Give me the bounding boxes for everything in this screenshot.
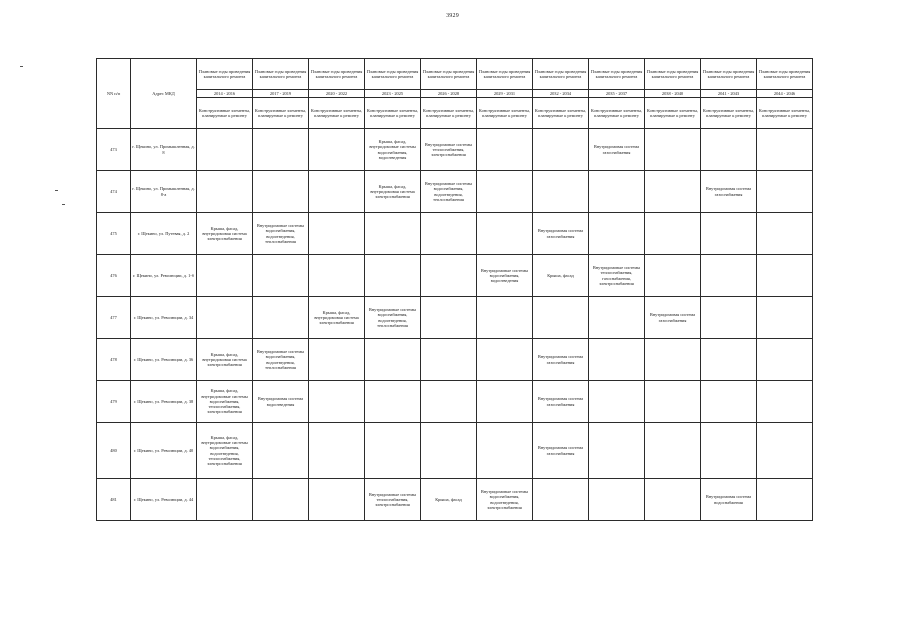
row-number: 475 (97, 213, 131, 255)
element-header: Конструктивные элементы, планируемые к ремонту (365, 98, 421, 129)
row-number: 480 (97, 423, 131, 479)
repair-cell (253, 171, 309, 213)
repair-cell (197, 171, 253, 213)
repair-cell (309, 423, 365, 479)
element-header: Конструктивные элементы, планируемые к ремонту (757, 98, 813, 129)
repair-cell (421, 423, 477, 479)
element-header-row (97, 98, 813, 129)
repair-cell: Внутридомовые системы теплоснабжения, электроснабжения (365, 479, 421, 521)
table-row (97, 297, 813, 339)
period-title-header: Плановые годы проведения капитального ремонта (757, 59, 813, 90)
repair-cell (757, 129, 813, 171)
repair-cell (253, 423, 309, 479)
repair-cell: Внутридомовая система водоснабжения (701, 479, 757, 521)
repair-cell: Внутридомовая система газоснабжения (533, 339, 589, 381)
row-address: г. Щекино, ул. Революции, д. 1-б (131, 255, 197, 297)
table-row (97, 171, 813, 213)
repair-cell (757, 423, 813, 479)
repair-cell (757, 297, 813, 339)
table-row (97, 423, 813, 479)
row-number: 474 (97, 171, 131, 213)
period-years: 2020 - 2022 (309, 90, 365, 98)
row-number: 473 (97, 129, 131, 171)
repair-cell (701, 339, 757, 381)
row-number: 479 (97, 381, 131, 423)
repair-cell (701, 381, 757, 423)
repair-cell (477, 381, 533, 423)
repair-cell (645, 479, 701, 521)
repair-cell: Крыша, фасад, внутридомовая система электроснабжения (365, 171, 421, 213)
period-title-header: Плановые годы проведения капитального ремонта (253, 59, 309, 90)
repair-cell: Крыша, фасад, внутридомовые системы водоснабжения, водоотведения (365, 129, 421, 171)
repair-cell (645, 171, 701, 213)
repair-cell: Крыша, фасад, внутридомовая система электроснабжения (197, 213, 253, 255)
row-address: г. Щекино, ул. Революции, д. 34 (131, 297, 197, 339)
repair-cell (645, 129, 701, 171)
repair-cell (645, 423, 701, 479)
repair-cell: Внутридомовая система газоснабжения (701, 171, 757, 213)
repair-cell: Внутридомовая система газоснабжения (533, 381, 589, 423)
period-years: 2035 - 2037 (589, 90, 645, 98)
row-address: г. Щекино, ул. Революции, д. 40 (131, 423, 197, 479)
repair-cell (477, 213, 533, 255)
repair-cell (757, 339, 813, 381)
header-row (97, 59, 813, 90)
period-years: 2017 - 2019 (253, 90, 309, 98)
row-number: 476 (97, 255, 131, 297)
repair-cell: Внутридомовые системы водоснабжения, водоотведения, электроснабжения (477, 479, 533, 521)
period-title-header: Плановые годы проведения капитального ремонта (701, 59, 757, 90)
repair-cell (589, 213, 645, 255)
repair-cell (645, 381, 701, 423)
repair-cell (309, 255, 365, 297)
period-years: 2041 - 2043 (701, 90, 757, 98)
period-title-header: Плановые годы проведения капитального ремонта (365, 59, 421, 90)
repair-cell (701, 255, 757, 297)
row-number: 478 (97, 339, 131, 381)
repair-cell (589, 339, 645, 381)
period-years: 2023 - 2025 (365, 90, 421, 98)
repair-cell (421, 255, 477, 297)
period-title-header: Плановые годы проведения капитального ремонта (533, 59, 589, 90)
repair-cell (365, 339, 421, 381)
repair-cell: Внутридомовые системы водоснабжения, водоотведения, теплоснабжения (421, 171, 477, 213)
repair-cell: Внутридомовые системы водоснабжения, водоотведения, теплоснабжения (365, 297, 421, 339)
repair-cell (589, 171, 645, 213)
repair-cell (421, 297, 477, 339)
repair-cell (757, 255, 813, 297)
element-header: Конструктивные элементы, планируемые к ремонту (701, 98, 757, 129)
repair-cell (309, 129, 365, 171)
repair-cell (477, 339, 533, 381)
repair-cell: Внутридомовые системы теплоснабжения, электроснабжения (421, 129, 477, 171)
repair-cell (477, 129, 533, 171)
scan-mark (55, 190, 58, 191)
repair-cell (477, 171, 533, 213)
period-title-header: Плановые годы проведения капитального ремонта (197, 59, 253, 90)
repair-cell: Крыша, фасад, внутридомовые системы водоснабжения, водоотведения, теплоснабжения, электроснабжения (197, 423, 253, 479)
repair-cell (421, 339, 477, 381)
repair-cell (645, 255, 701, 297)
element-header: Конструктивные элементы, планируемые к ремонту (589, 98, 645, 129)
repair-cell (701, 213, 757, 255)
scan-mark (62, 204, 65, 205)
repair-cell (197, 479, 253, 521)
repair-cell (253, 255, 309, 297)
row-address: г. Щекино, ул. Промышленная, д. 8 (131, 129, 197, 171)
address-header: Адрес МКД (131, 59, 197, 129)
repair-cell (309, 381, 365, 423)
repair-cell (757, 381, 813, 423)
repair-cell (701, 423, 757, 479)
repair-cell: Крыша, фасад (421, 479, 477, 521)
row-number: 477 (97, 297, 131, 339)
element-header: Конструктивные элементы, планируемые к ремонту (533, 98, 589, 129)
page-number: 3929 (446, 13, 459, 19)
repair-cell (589, 297, 645, 339)
repair-cell: Крыша, фасад (533, 255, 589, 297)
repair-cell: Внутридомовые системы водоснабжения, водоотведения, теплоснабжения (253, 213, 309, 255)
repair-cell (477, 423, 533, 479)
capital-repair-table (96, 58, 813, 521)
table-row (97, 129, 813, 171)
period-years: 2032 - 2034 (533, 90, 589, 98)
period-title-header: Плановые годы проведения капитального ремонта (645, 59, 701, 90)
repair-cell (645, 213, 701, 255)
row-address: г. Щекино, ул. Революции, д. 44 (131, 479, 197, 521)
period-years: 2014 - 2016 (197, 90, 253, 98)
repair-cell: Внутридомовые системы водоснабжения, водоотведения (477, 255, 533, 297)
row-address: г. Щекино, ул. Промышленная, д. 8-а (131, 171, 197, 213)
nn-header: NN п/п (97, 59, 131, 129)
repair-cell: Крыша, фасад, внутридомовые системы водоснабжения, теплоснабжения, электроснабжения (197, 381, 253, 423)
scan-mark (20, 66, 23, 67)
element-header: Конструктивные элементы, планируемые к ремонту (421, 98, 477, 129)
repair-cell (701, 297, 757, 339)
repair-cell: Внутридомовая система водоотведения (253, 381, 309, 423)
table-row (97, 213, 813, 255)
repair-cell: Внутридомовая система газоснабжения (589, 129, 645, 171)
repair-cell (421, 213, 477, 255)
period-years: 2044 - 2046 (757, 90, 813, 98)
repair-cell (365, 255, 421, 297)
repair-cell (757, 171, 813, 213)
table-row (97, 479, 813, 521)
repair-cell (253, 129, 309, 171)
repair-cell (589, 381, 645, 423)
row-address: г. Щекино, ул. Революции, д. 36 (131, 339, 197, 381)
repair-cell (197, 297, 253, 339)
repair-cell (533, 129, 589, 171)
element-header: Конструктивные элементы, планируемые к ремонту (309, 98, 365, 129)
period-years: 2026 - 2028 (421, 90, 477, 98)
repair-cell (757, 213, 813, 255)
repair-cell (197, 255, 253, 297)
element-header: Конструктивные элементы, планируемые к ремонту (197, 98, 253, 129)
repair-cell (477, 297, 533, 339)
period-years: 2029 - 2031 (477, 90, 533, 98)
repair-cell (365, 213, 421, 255)
period-title-header: Плановые годы проведения капитального ремонта (477, 59, 533, 90)
repair-cell (309, 479, 365, 521)
repair-cell (421, 381, 477, 423)
repair-cell (309, 339, 365, 381)
repair-cell (309, 171, 365, 213)
repair-cell (253, 297, 309, 339)
row-number: 481 (97, 479, 131, 521)
period-title-header: Плановые годы проведения капитального ремонта (309, 59, 365, 90)
period-years: 2038 - 2040 (645, 90, 701, 98)
repair-cell (253, 479, 309, 521)
repair-cell: Внутридомовые системы теплоснабжения, газоснабжения, электроснабжения (589, 255, 645, 297)
repair-cell (589, 479, 645, 521)
repair-cell: Крыша, фасад, внутридомовая система электроснабжения (309, 297, 365, 339)
repair-cell: Внутридомовая система газоснабжения (533, 423, 589, 479)
repair-cell (701, 129, 757, 171)
repair-cell (533, 479, 589, 521)
repair-cell (365, 381, 421, 423)
repair-cell (533, 297, 589, 339)
years-row (97, 90, 813, 98)
row-address: г. Щекино, ул. Путевая, д. 2 (131, 213, 197, 255)
period-title-header: Плановые годы проведения капитального ремонта (589, 59, 645, 90)
row-address: г. Щекино, ул. Революции, д. 38 (131, 381, 197, 423)
table-row (97, 381, 813, 423)
table-row (97, 339, 813, 381)
table-row (97, 255, 813, 297)
element-header: Конструктивные элементы, планируемые к ремонту (253, 98, 309, 129)
repair-cell (757, 479, 813, 521)
period-title-header: Плановые годы проведения капитального ремонта (421, 59, 477, 90)
repair-cell (197, 129, 253, 171)
repair-cell: Внутридомовая система газоснабжения (645, 297, 701, 339)
repair-cell (645, 339, 701, 381)
repair-cell (589, 423, 645, 479)
repair-cell (533, 171, 589, 213)
repair-cell: Крыша, фасад, внутридомовая система электроснабжения (197, 339, 253, 381)
repair-cell: Внутридомовая система газоснабжения (533, 213, 589, 255)
element-header: Конструктивные элементы, планируемые к ремонту (645, 98, 701, 129)
element-header: Конструктивные элементы, планируемые к ремонту (477, 98, 533, 129)
repair-cell (309, 213, 365, 255)
repair-cell (365, 423, 421, 479)
repair-cell: Внутридомовые системы водоснабжения, водоотведения, теплоснабжения (253, 339, 309, 381)
